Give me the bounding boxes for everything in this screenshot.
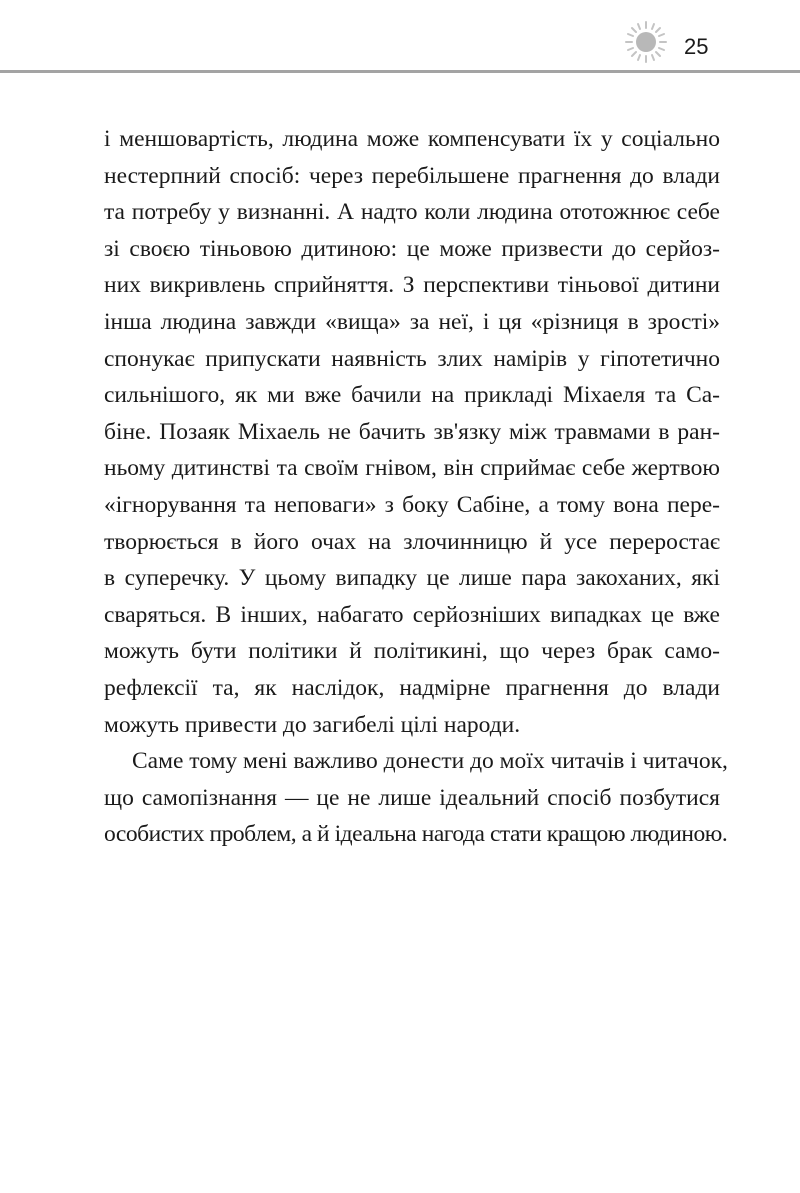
text-line: сваряться. В інших, набагато серйозніших випадках це вже bbox=[104, 601, 720, 628]
text-line: сильнішого, як ми вже бачили на прикладі Міхаеля та Са- bbox=[104, 382, 720, 409]
text-line: що самопізнання — це не лише ідеальний спосіб позбутися bbox=[104, 784, 720, 811]
text-line: біне. Позаяк Міхаель не бачить зв'язку між травмами в ран- bbox=[104, 418, 720, 445]
text-line: них викривлень сприйняття. З перспективи тіньової дитини bbox=[104, 272, 720, 299]
page-number: 25 bbox=[684, 34, 709, 59]
text-line: творюється в його очах на злочинницю й усе переростає bbox=[104, 528, 720, 555]
paragraph bbox=[104, 121, 720, 743]
text-line: «ігнорування та неповаги» з боку Сабіне, а тому вона пере- bbox=[104, 491, 720, 518]
text-line: в суперечку. У цьому випадку це лише пара закоханих, які bbox=[104, 565, 720, 592]
text-line: можуть бути політики й політикині, що через брак само- bbox=[104, 638, 720, 665]
text-line: спонукає припускати наявність злих намірів у гіпотетично bbox=[104, 345, 720, 372]
sun-icon bbox=[624, 20, 668, 64]
text-line: рефлексії та, як наслідок, надмірне прагнення до влади bbox=[104, 674, 720, 701]
text-line: і меншовартість, людина може компенсувати їх у соціально bbox=[104, 126, 720, 152]
text-line: інша людина завжди «вища» за неї, і ця «різниця в зрості» bbox=[104, 308, 720, 335]
text-line: можуть привести до загибелі цілі народи. bbox=[104, 711, 521, 738]
text-line: особистих проблем, а й ідеальна нагода стати кращою людиною. bbox=[104, 821, 728, 848]
paragraph bbox=[104, 743, 728, 853]
header-divider bbox=[0, 70, 800, 73]
text-line: та потребу у визнанні. А надто коли людина ототожнює себе bbox=[104, 199, 720, 226]
text-line: зі своєю тіньовою дитиною: це може призвести до серйоз- bbox=[104, 235, 720, 262]
text-line: нестерпний спосіб: через перебільшене прагнення до влади bbox=[104, 162, 720, 189]
text-line: Саме тому мені важливо донести до моїх читачів і читачок, bbox=[132, 748, 728, 775]
body-text bbox=[104, 121, 728, 853]
text-line: ньому дитинстві та своїм гнівом, він сприймає себе жертвою bbox=[104, 455, 720, 482]
